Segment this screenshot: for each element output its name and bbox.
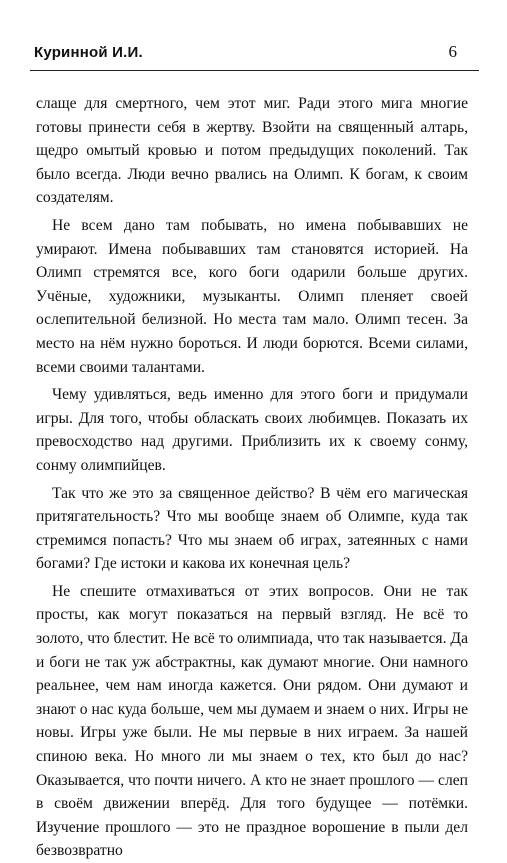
header-rule	[30, 70, 479, 71]
paragraph-3: Чему удивляться, ведь именно для этого боги и придумали игры. Для того, чтобы обласкать своих любимцев. Показать их превосходство над другими. Приблизить их к своему сонму, сонму олимпийцев.	[36, 386, 468, 474]
paragraph-2: Не всем дано там побывать, но имена побывавших не умирают. Имена побывавших там становятся историей. На Олимп стремятся все, кого боги одарили больше других. Учёные, художники, музыканты. Олимп пленяет своей ослепительной белизной. Но места там мало. Олимп тесен. За место на нём нужно бороться. И люди борются. Всеми силами, всеми своими талантами.	[36, 216, 468, 376]
paragraph-5: Не спешите отмахиваться от этих вопросов. Они не так просты, как могут показаться на первый взгляд. Не всё то золото, что блестит. Не всё то олимпиада, что так называется. Да и боги не так уж абстрактны, как думают многие. Они намного реальнее, чем нам иногда кажется. Они рядом. Они думают и знают о нас куда больше, чем мы думаем и знаем о них. Игры не новы. Игры уже были. Не мы первые в них играем. За нашей спиною века. Но много ли мы знаем о тех, кто был до нас? Оказывается, что почти ничего. А кто не знает прошлого — слеп в своём движении вперёд. Для того будущее — потёмки. Изучение прошлого — это не праздное ворошение в пыли дел безвозвратно	[36, 582, 468, 860]
body-text	[36, 92, 468, 863]
paragraph-4: Так что же это за священное действо? В чём его магическая притягательность? Что мы вообще знаем об Олимпе, куда так стремимся попасть? Что мы знаем об играх, затеянных с нами богами? Где истоки и какова их конечная цель?	[36, 484, 468, 573]
paragraph-1: слаще для смертного, чем этот миг. Ради этого мига многие готовы принести себя в жертву. Взойти на священный алтарь, щедро омытый кровью и потом предыдущих поколений. Так было всегда. Люди вечно рвались на Олимп. К богам, к своим создателям.	[36, 95, 468, 207]
page-number: 6	[448, 42, 457, 61]
running-head-author: Куринной И.И.	[34, 44, 143, 61]
